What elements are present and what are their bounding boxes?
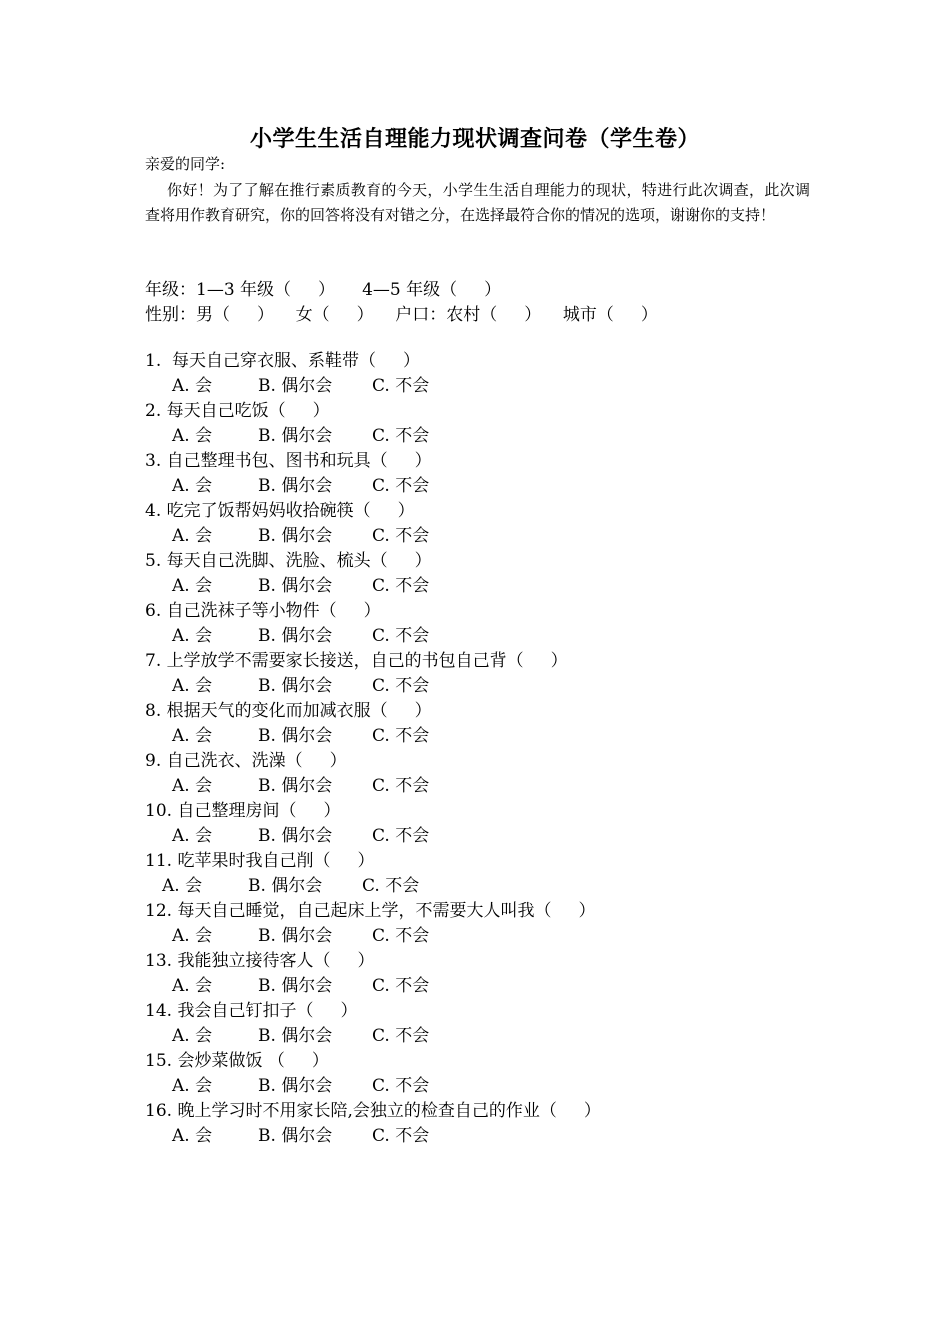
question-options <box>145 424 825 449</box>
question-options <box>145 774 825 799</box>
question-options <box>145 924 825 949</box>
option-b: B. 偶尔会 <box>258 1126 333 1146</box>
option-c: C. 不会 <box>372 1126 430 1146</box>
option-c: C. 不会 <box>372 976 430 996</box>
option-a: A. 会 <box>172 1126 213 1146</box>
question-text: 14. 我会自己钉扣子（ ） <box>145 1001 358 1021</box>
question-text: 3. 自己整理书包、图书和玩具（ ） <box>145 451 432 471</box>
question-options <box>145 374 825 399</box>
question-options <box>145 474 825 499</box>
question-item <box>145 899 825 949</box>
question-options <box>145 724 825 749</box>
question-item <box>145 449 825 499</box>
question-text: 15. 会炒菜做饭 （ ） <box>145 1051 329 1071</box>
question-options <box>145 824 825 849</box>
question-text: 7. 上学放学不需要家长接送，自己的书包自己背（ ） <box>145 651 568 671</box>
option-a: A. 会 <box>172 776 213 796</box>
option-b: B. 偶尔会 <box>258 376 333 396</box>
question-item <box>145 349 825 399</box>
option-b: B. 偶尔会 <box>258 576 333 596</box>
question-item <box>145 1099 825 1149</box>
option-c: C. 不会 <box>372 376 430 396</box>
question-item <box>145 1049 825 1099</box>
question-text: 16. 晚上学习时不用家长陪,会独立的检查自己的作业（ ） <box>145 1101 601 1121</box>
question-options <box>145 874 825 899</box>
option-b: B. 偶尔会 <box>258 1076 333 1096</box>
grade-line: 年级：1—3 年级（ ） 4—5 年级（ ） <box>145 280 502 300</box>
option-b: B. 偶尔会 <box>258 926 333 946</box>
option-a: A. 会 <box>172 726 213 746</box>
question-list <box>145 349 825 1149</box>
option-c: C. 不会 <box>372 776 430 796</box>
question-item <box>145 499 825 549</box>
option-a: A. 会 <box>172 376 213 396</box>
question-options <box>145 1024 825 1049</box>
option-b: B. 偶尔会 <box>248 876 323 896</box>
option-b: B. 偶尔会 <box>258 426 333 446</box>
question-text: 8. 根据天气的变化而加减衣服（ ） <box>145 701 432 721</box>
question-item <box>145 549 825 599</box>
option-c: C. 不会 <box>372 1076 430 1096</box>
option-b: B. 偶尔会 <box>258 676 333 696</box>
option-b: B. 偶尔会 <box>258 626 333 646</box>
question-options <box>145 574 825 599</box>
question-options <box>145 524 825 549</box>
option-a: A. 会 <box>172 1026 213 1046</box>
option-a: A. 会 <box>172 426 213 446</box>
option-a: A. 会 <box>172 826 213 846</box>
option-c: C. 不会 <box>372 476 430 496</box>
question-item <box>145 749 825 799</box>
question-text: 2. 每天自己吃饭（ ） <box>145 401 330 421</box>
intro-paragraph: 你好！为了了解在推行素质教育的今天，小学生生活自理能力的现状，特进行此次调查，此次调查将用作教育研究，你的回答将没有对错之分，在选择最符合你的情况的选项，谢谢你的支持！ <box>145 181 810 224</box>
question-options <box>145 974 825 999</box>
question-text: 12. 每天自己睡觉，自己起床上学，不需要大人叫我（ ） <box>145 901 596 921</box>
question-text: 9. 自己洗衣、洗澡（ ） <box>145 751 347 771</box>
question-item <box>145 799 825 849</box>
option-b: B. 偶尔会 <box>258 526 333 546</box>
option-a: A. 会 <box>172 476 213 496</box>
option-c: C. 不会 <box>372 526 430 546</box>
option-a: A. 会 <box>172 676 213 696</box>
question-options <box>145 1074 825 1099</box>
option-c: C. 不会 <box>372 576 430 596</box>
question-item <box>145 949 825 999</box>
question-item <box>145 649 825 699</box>
question-options <box>145 674 825 699</box>
option-c: C. 不会 <box>372 426 430 446</box>
question-text: 13. 我能独立接待客人（ ） <box>145 951 375 971</box>
question-item <box>145 849 825 899</box>
option-a: A. 会 <box>172 626 213 646</box>
document-title: 小学生生活自理能力现状调查问卷（学生卷） <box>249 126 700 152</box>
option-a: A. 会 <box>172 576 213 596</box>
option-b: B. 偶尔会 <box>258 476 333 496</box>
option-c: C. 不会 <box>372 1026 430 1046</box>
question-item <box>145 399 825 449</box>
option-c: C. 不会 <box>372 726 430 746</box>
option-b: B. 偶尔会 <box>258 826 333 846</box>
question-item <box>145 699 825 749</box>
option-b: B. 偶尔会 <box>258 726 333 746</box>
option-a: A. 会 <box>172 526 213 546</box>
question-item <box>145 599 825 649</box>
option-c: C. 不会 <box>362 876 420 896</box>
option-c: C. 不会 <box>372 826 430 846</box>
question-text: 6. 自己洗袜子等小物件（ ） <box>145 601 381 621</box>
option-a: A. 会 <box>172 926 213 946</box>
greeting: 亲爱的同学: <box>145 155 226 173</box>
option-c: C. 不会 <box>372 626 430 646</box>
option-a: A. 会 <box>172 1076 213 1096</box>
option-b: B. 偶尔会 <box>258 976 333 996</box>
question-options <box>145 1124 825 1149</box>
question-text: 10. 自己整理房间（ ） <box>145 801 341 821</box>
question-item <box>145 999 825 1049</box>
question-text: 11. 吃苹果时我自己削（ ） <box>145 851 375 871</box>
option-c: C. 不会 <box>372 926 430 946</box>
question-text: 4. 吃完了饭帮妈妈收拾碗筷（ ） <box>145 501 415 521</box>
option-b: B. 偶尔会 <box>258 1026 333 1046</box>
question-options <box>145 624 825 649</box>
option-a: A. 会 <box>172 976 213 996</box>
question-text: 5. 每天自己洗脚、洗脸、梳头（ ） <box>145 551 432 571</box>
option-c: C. 不会 <box>372 676 430 696</box>
option-b: B. 偶尔会 <box>258 776 333 796</box>
question-text: 1. 每天自己穿衣服、系鞋带（ ） <box>145 351 421 371</box>
option-a: A. 会 <box>162 876 203 896</box>
gender-residence-line: 性别：男（ ） 女（ ） 户口：农村（ ） 城市（ ） <box>145 305 658 325</box>
